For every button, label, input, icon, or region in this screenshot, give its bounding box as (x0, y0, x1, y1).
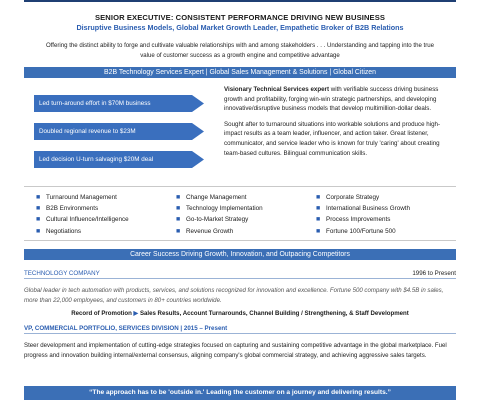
career-banner: Career Success Driving Growth, Innovation, and Outpacing Competitors (24, 249, 456, 260)
record-of-promotion (24, 310, 456, 317)
skill-item: ■ Change Management (176, 192, 316, 203)
expertise-banner: B2B Technology Services Expert | Global Sales Management & Solutions | Global Citizen (24, 67, 456, 78)
summary-para-1 (224, 85, 452, 114)
skill-item: ■ International Business Growth (316, 203, 456, 214)
achievement-arrow (34, 151, 204, 168)
headline: SENIOR EXECUTIVE: CONSISTENT PERFORMANCE DRIVING NEW BUSINESS (94, 13, 386, 22)
skill-item: ■ B2B Environments (36, 203, 176, 214)
resume-page (24, 0, 456, 400)
summary-para-2: Sought after to turnaround situations into workable solutions and produce high-impact results as a team leader, influencer, and action taker. Great listener, communicator, and service leader who is known for truly 'caring' about creating team-based cultures. Bilingual communication skills. (224, 120, 441, 157)
summary-lead: Visionary Technical Services expert (224, 86, 330, 93)
divider (24, 186, 456, 187)
subheadline: Disruptive Business Models, Global Market Growth Leader, Empathetic Broker of B2B Relations (76, 23, 404, 32)
skill-item: ■ Revenue Growth (176, 226, 316, 237)
skill-item: ■ Turnaround Management (36, 192, 176, 203)
skill-item: ■ Process Improvements (316, 214, 456, 225)
record-label: Record of Promotion (71, 310, 132, 317)
achievement-arrows (34, 92, 204, 188)
skill-item: ■ Fortune 100/Fortune 500 (316, 226, 456, 237)
skill-item: ■ Cultural Influence/Intelligence (36, 214, 176, 225)
bullet-icon: ■ (36, 216, 41, 224)
divider (24, 240, 456, 241)
skill-item: ■ Corporate Strategy (316, 192, 456, 203)
company-dates: 1996 to Present (412, 270, 456, 277)
achievement-arrow (34, 123, 204, 140)
bullet-icon: ■ (36, 194, 41, 201)
achievement-text: Led turn-around effort in $70M business (39, 100, 151, 107)
role-description: Steer development and implementation of cutting-edge strategies focused on capturing and sustaining competitive advantage in the global marketplace. Fuel progress and innovation building internal/external consensus, aligning company's global commercial strategy, and achieving aggressive sales targets. (24, 342, 447, 359)
achievement-arrow (34, 95, 204, 112)
company-header (24, 270, 456, 279)
bullet-icon: ■ (176, 205, 181, 213)
quote-banner: “The approach has to be 'outside in.' Leading the customer on a journey and delivering results.” (24, 386, 456, 400)
company-description: Global leader in tech automation with products, services, and solutions recognized for innovation and excellence. Fortune 500 company with $4.5B in sales, more than 22,000 employees, and customers in 80+ countries worldwide. (24, 287, 444, 304)
skill-item: ■ Technology Implementation (176, 203, 316, 214)
bullet-icon: ▶ (133, 310, 140, 317)
top-rule (24, 0, 456, 2)
skills-column (176, 192, 316, 237)
skill-item: ■ Go-to-Market Strategy (176, 214, 316, 225)
bullet-icon: ■ (176, 227, 181, 235)
bullet-icon: ■ (176, 194, 181, 201)
bullet-icon: ■ (316, 194, 321, 201)
role-title: VP, COMMERCIAL PORTFOLIO, SERVICES DIVISION | 2015 – Present (24, 325, 456, 334)
bullet-icon: ■ (176, 216, 181, 224)
achievement-text: Doubled regional revenue to $23M (39, 128, 136, 135)
company-name: TECHNOLOGY COMPANY (24, 270, 100, 277)
summary-lead-rest: with verifiable success driving business growth and profitability, forging win-win strategic partnerships, and developing innovative/disruptive business models that develop multimillion-dollar deals. (224, 86, 439, 113)
summary (224, 85, 452, 158)
bullet-icon: ■ (36, 205, 41, 213)
bullet-icon: ■ (316, 216, 321, 224)
skills-column (36, 192, 176, 237)
achievement-text: Led decision U-turn salvaging $20M deal (39, 156, 154, 163)
bullet-icon: ■ (316, 205, 321, 213)
record-items: Sales Results, Account Turnarounds, Channel Building / Strengthening, & Staff Development (139, 310, 409, 317)
skill-item: ■ Negotiations (36, 226, 176, 237)
skills-column (316, 192, 456, 237)
intro-text: Offering the distinct ability to forge and cultivate valuable relationships with and among stakeholders . . . Understanding and tapping into the true value of customer success as a growth engine and competitive advantage (45, 42, 435, 59)
bullet-icon: ■ (316, 227, 321, 235)
bullet-icon: ■ (36, 227, 41, 235)
